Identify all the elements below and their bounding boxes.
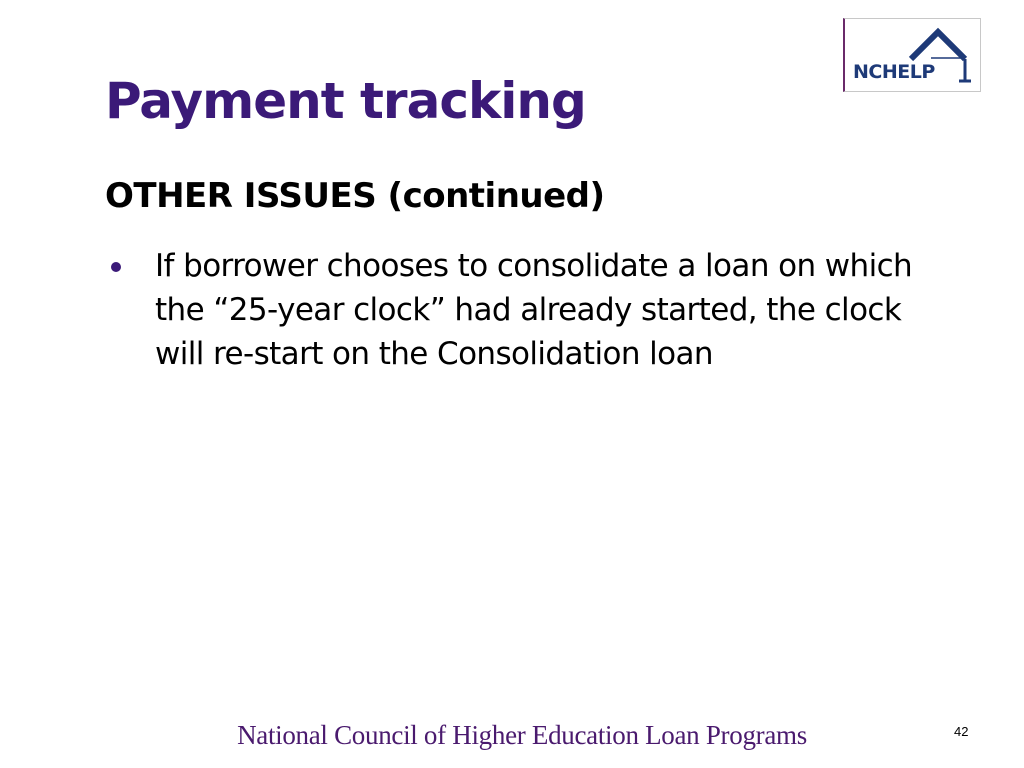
bullet-text: If borrower chooses to consolidate a loan on which the “25-year clock” had already started, the clock will re-start on the Consolidation loan (155, 248, 913, 372)
bullet-item (105, 244, 925, 376)
logo-text: NCHELP (853, 61, 935, 83)
page-number: 42 (954, 724, 969, 739)
slide-subheading: OTHER ISSUES (continued) (105, 176, 605, 216)
bullet-list (105, 244, 925, 376)
nchelp-logo (843, 18, 981, 92)
footer-text: National Council of Higher Education Loan Programs (237, 720, 807, 750)
bullet-dot-icon (111, 262, 121, 272)
slide-title: Payment tracking (105, 72, 586, 130)
